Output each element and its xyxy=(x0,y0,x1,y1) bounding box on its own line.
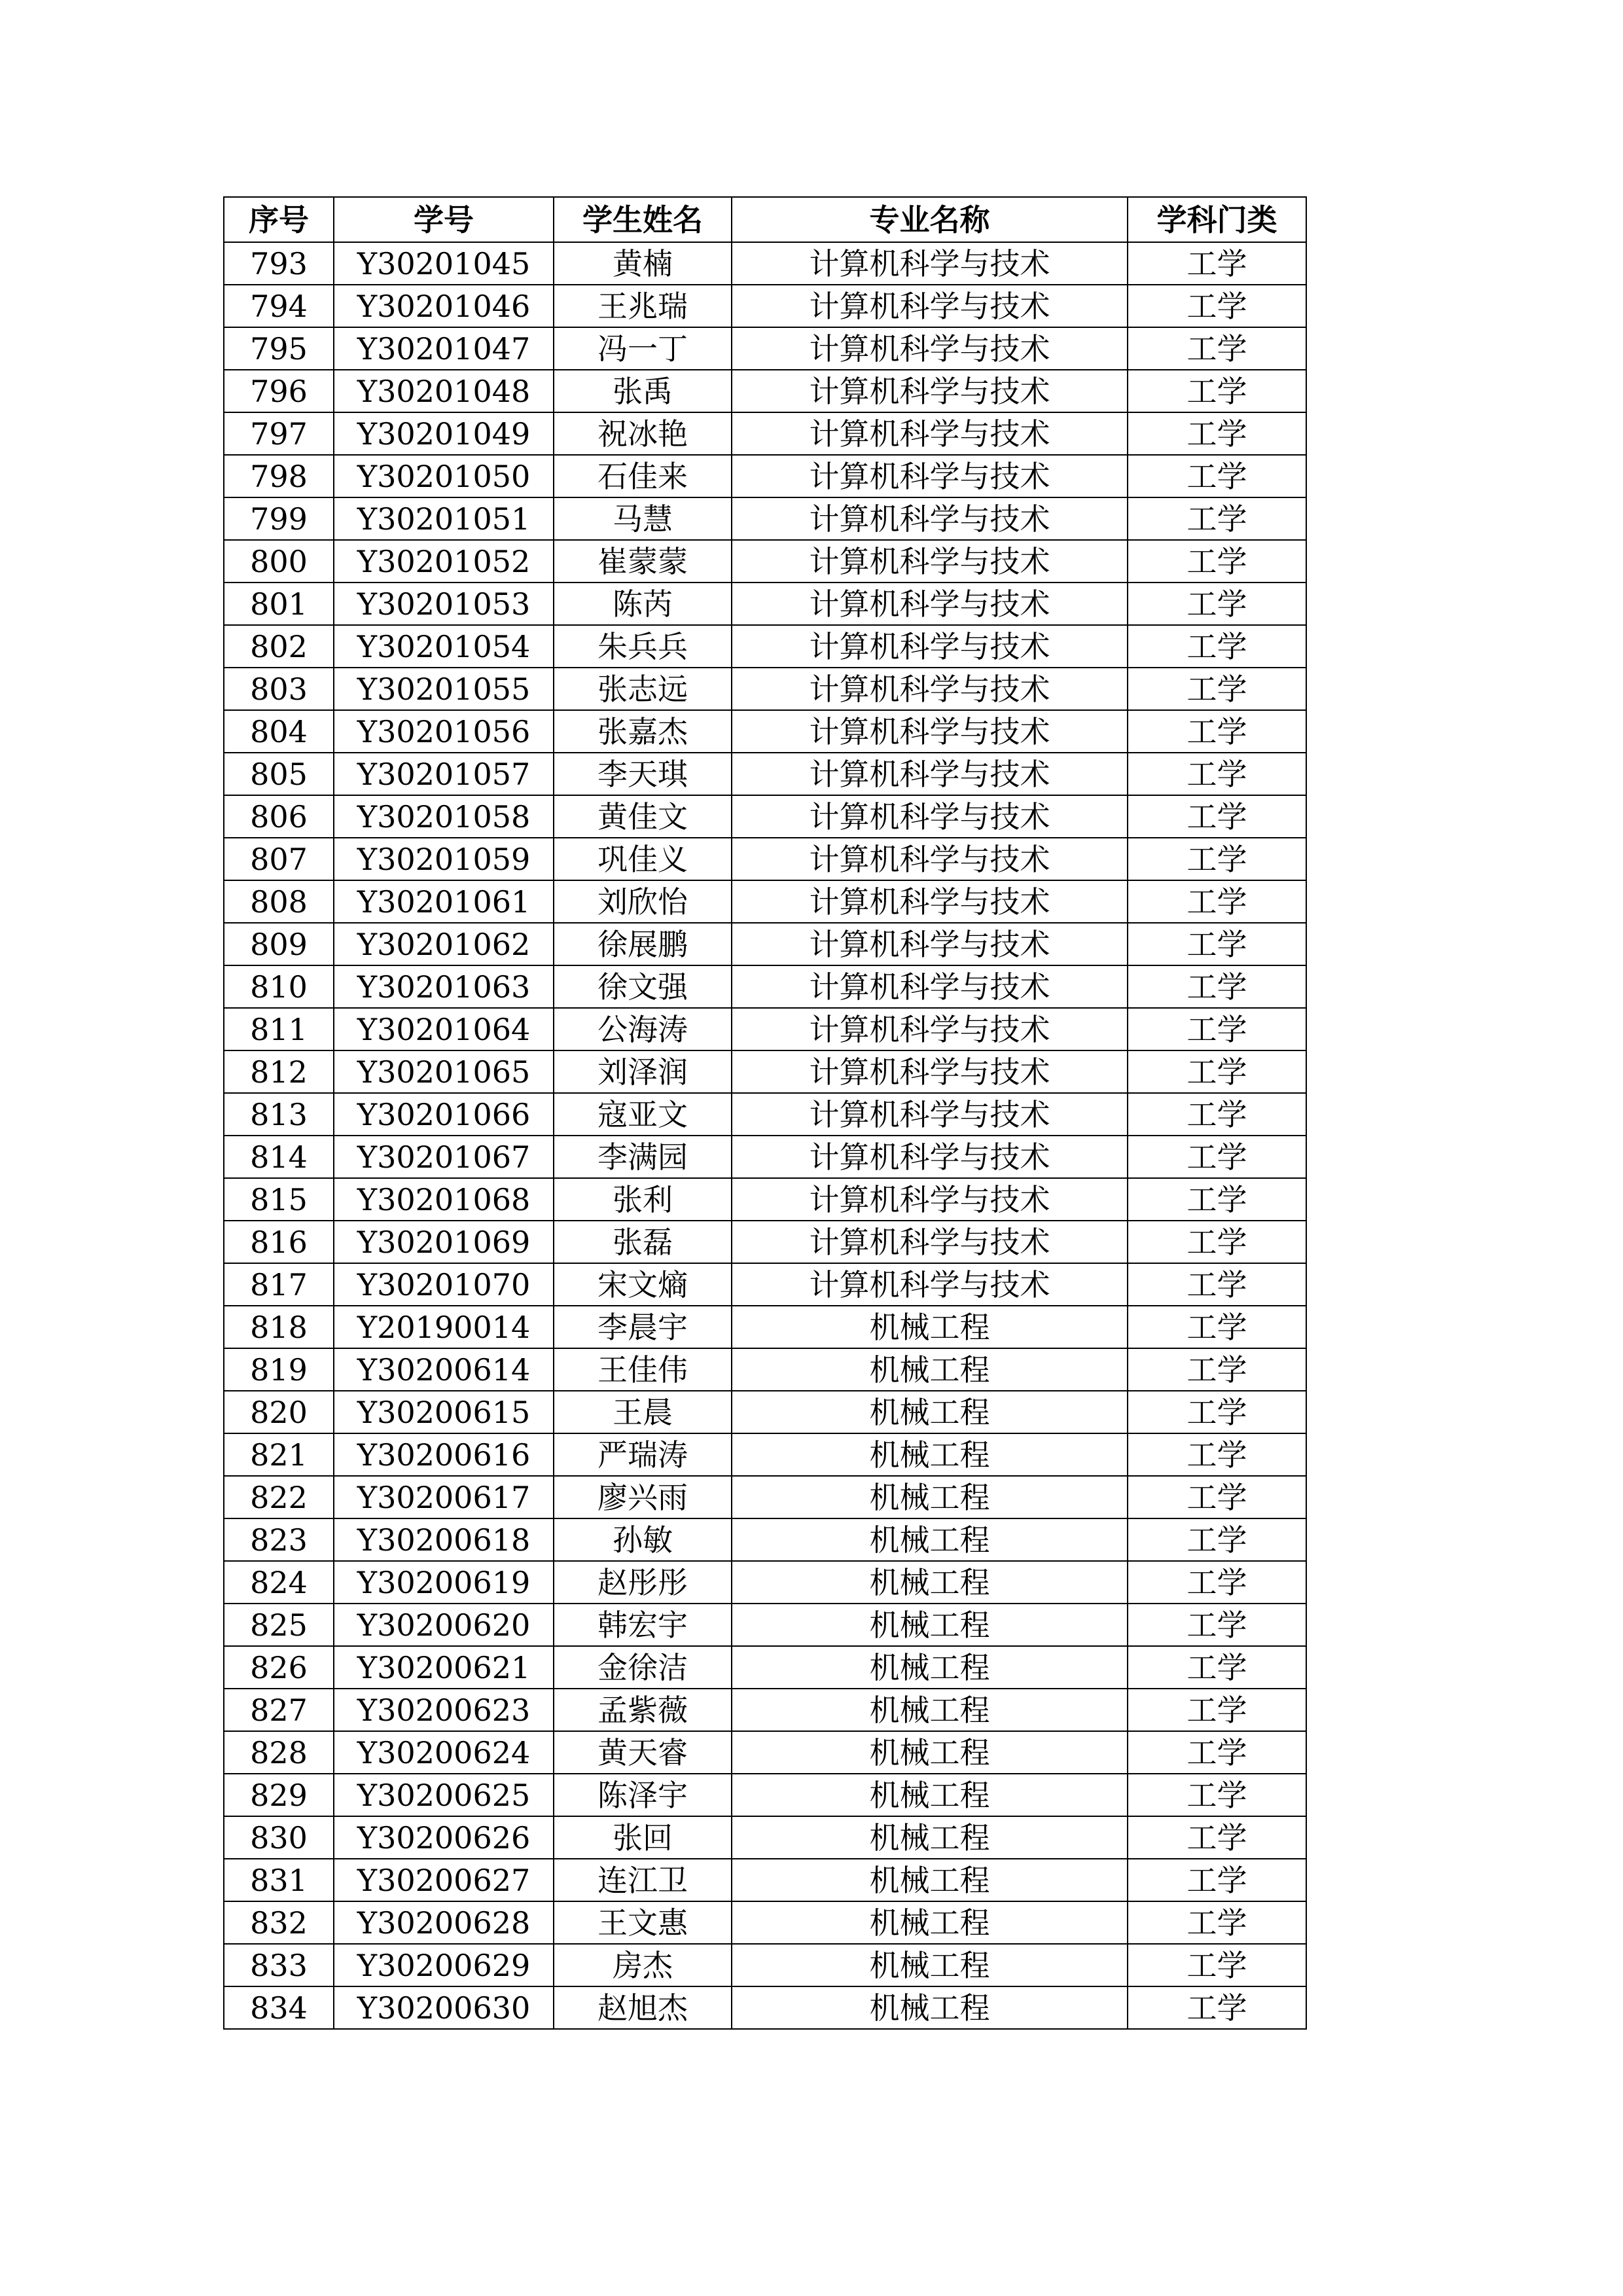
cell-discipline: 工学 xyxy=(1128,1306,1306,1348)
cell-student-id: Y30200626 xyxy=(334,1816,554,1859)
table-row xyxy=(224,1731,1306,1774)
cell-discipline: 工学 xyxy=(1128,242,1306,285)
cell-discipline: 工学 xyxy=(1128,583,1306,625)
cell-major: 机械工程 xyxy=(732,1518,1128,1561)
cell-major: 计算机科学与技术 xyxy=(732,412,1128,455)
cell-index: 800 xyxy=(224,540,334,583)
cell-student-name: 王兆瑞 xyxy=(554,285,732,327)
cell-index: 817 xyxy=(224,1263,334,1306)
cell-major: 计算机科学与技术 xyxy=(732,795,1128,838)
cell-student-id: Y30201058 xyxy=(334,795,554,838)
cell-discipline: 工学 xyxy=(1128,1476,1306,1518)
cell-index: 831 xyxy=(224,1859,334,1901)
cell-index: 806 xyxy=(224,795,334,838)
cell-index: 804 xyxy=(224,710,334,753)
cell-index: 796 xyxy=(224,370,334,412)
cell-discipline: 工学 xyxy=(1128,795,1306,838)
cell-index: 801 xyxy=(224,583,334,625)
cell-index: 799 xyxy=(224,497,334,540)
cell-discipline: 工学 xyxy=(1128,1518,1306,1561)
cell-student-name: 刘欣怡 xyxy=(554,880,732,923)
cell-student-id: Y30200625 xyxy=(334,1774,554,1816)
cell-discipline: 工学 xyxy=(1128,1008,1306,1050)
cell-major: 计算机科学与技术 xyxy=(732,1221,1128,1263)
cell-discipline: 工学 xyxy=(1128,1944,1306,1986)
table-row xyxy=(224,880,1306,923)
cell-major: 计算机科学与技术 xyxy=(732,880,1128,923)
table-row xyxy=(224,455,1306,497)
cell-index: 829 xyxy=(224,1774,334,1816)
cell-index: 832 xyxy=(224,1901,334,1944)
cell-index: 795 xyxy=(224,327,334,370)
cell-index: 794 xyxy=(224,285,334,327)
cell-student-name: 张志远 xyxy=(554,668,732,710)
cell-student-id: Y30201068 xyxy=(334,1178,554,1221)
cell-discipline: 工学 xyxy=(1128,1731,1306,1774)
cell-major: 机械工程 xyxy=(732,1901,1128,1944)
cell-student-id: Y30200627 xyxy=(334,1859,554,1901)
table-row xyxy=(224,965,1306,1008)
cell-student-name: 赵旭杰 xyxy=(554,1986,732,2029)
cell-index: 822 xyxy=(224,1476,334,1518)
cell-discipline: 工学 xyxy=(1128,1348,1306,1391)
cell-major: 计算机科学与技术 xyxy=(732,965,1128,1008)
cell-major: 机械工程 xyxy=(732,1476,1128,1518)
cell-student-name: 王佳伟 xyxy=(554,1348,732,1391)
cell-student-id: Y30201069 xyxy=(334,1221,554,1263)
cell-index: 819 xyxy=(224,1348,334,1391)
table-row xyxy=(224,1178,1306,1221)
cell-student-name: 巩佳义 xyxy=(554,838,732,880)
cell-major: 机械工程 xyxy=(732,1859,1128,1901)
cell-major: 机械工程 xyxy=(732,1348,1128,1391)
cell-discipline: 工学 xyxy=(1128,1221,1306,1263)
cell-major: 机械工程 xyxy=(732,1944,1128,1986)
cell-student-name: 李晨宇 xyxy=(554,1306,732,1348)
cell-index: 798 xyxy=(224,455,334,497)
cell-discipline: 工学 xyxy=(1128,412,1306,455)
cell-discipline: 工学 xyxy=(1128,285,1306,327)
cell-student-name: 陈泽宇 xyxy=(554,1774,732,1816)
cell-student-id: Y30200618 xyxy=(334,1518,554,1561)
table-row xyxy=(224,1221,1306,1263)
cell-student-id: Y30201047 xyxy=(334,327,554,370)
cell-index: 809 xyxy=(224,923,334,965)
table-row xyxy=(224,1093,1306,1136)
table-row xyxy=(224,285,1306,327)
cell-index: 830 xyxy=(224,1816,334,1859)
cell-major: 机械工程 xyxy=(732,1391,1128,1433)
cell-student-name: 李天琪 xyxy=(554,753,732,795)
cell-index: 805 xyxy=(224,753,334,795)
cell-student-name: 冯一丁 xyxy=(554,327,732,370)
table-row xyxy=(224,1944,1306,1986)
cell-student-name: 张嘉杰 xyxy=(554,710,732,753)
cell-student-id: Y30201057 xyxy=(334,753,554,795)
cell-discipline: 工学 xyxy=(1128,923,1306,965)
header-major: 专业名称 xyxy=(732,197,1128,242)
cell-student-name: 赵彤彤 xyxy=(554,1561,732,1604)
cell-student-name: 徐文强 xyxy=(554,965,732,1008)
cell-index: 811 xyxy=(224,1008,334,1050)
cell-discipline: 工学 xyxy=(1128,1646,1306,1689)
cell-index: 810 xyxy=(224,965,334,1008)
cell-major: 计算机科学与技术 xyxy=(732,455,1128,497)
cell-major: 计算机科学与技术 xyxy=(732,753,1128,795)
cell-discipline: 工学 xyxy=(1128,710,1306,753)
cell-index: 820 xyxy=(224,1391,334,1433)
table-row xyxy=(224,1136,1306,1178)
cell-student-id: Y30201059 xyxy=(334,838,554,880)
cell-discipline: 工学 xyxy=(1128,965,1306,1008)
cell-student-id: Y30201056 xyxy=(334,710,554,753)
cell-index: 833 xyxy=(224,1944,334,1986)
cell-discipline: 工学 xyxy=(1128,1604,1306,1646)
cell-student-name: 张禹 xyxy=(554,370,732,412)
cell-student-id: Y30201070 xyxy=(334,1263,554,1306)
cell-index: 823 xyxy=(224,1518,334,1561)
cell-student-name: 石佳来 xyxy=(554,455,732,497)
cell-student-id: Y30201051 xyxy=(334,497,554,540)
cell-major: 计算机科学与技术 xyxy=(732,838,1128,880)
header-student-id: 学号 xyxy=(334,197,554,242)
cell-index: 816 xyxy=(224,1221,334,1263)
cell-student-id: Y30201045 xyxy=(334,242,554,285)
cell-major: 计算机科学与技术 xyxy=(732,1263,1128,1306)
cell-student-name: 寇亚文 xyxy=(554,1093,732,1136)
cell-student-name: 李满园 xyxy=(554,1136,732,1178)
cell-major: 计算机科学与技术 xyxy=(732,540,1128,583)
cell-index: 814 xyxy=(224,1136,334,1178)
table-row xyxy=(224,1306,1306,1348)
cell-student-name: 房杰 xyxy=(554,1944,732,1986)
cell-major: 机械工程 xyxy=(732,1646,1128,1689)
cell-index: 797 xyxy=(224,412,334,455)
table-row xyxy=(224,497,1306,540)
cell-student-name: 韩宏宇 xyxy=(554,1604,732,1646)
cell-student-name: 徐展鹏 xyxy=(554,923,732,965)
cell-major: 机械工程 xyxy=(732,1816,1128,1859)
cell-index: 802 xyxy=(224,625,334,668)
cell-major: 机械工程 xyxy=(732,1561,1128,1604)
cell-major: 计算机科学与技术 xyxy=(732,327,1128,370)
cell-student-name: 黄楠 xyxy=(554,242,732,285)
table-row xyxy=(224,1816,1306,1859)
table-row xyxy=(224,1433,1306,1476)
cell-student-id: Y30201067 xyxy=(334,1136,554,1178)
header-student-name: 学生姓名 xyxy=(554,197,732,242)
header-index: 序号 xyxy=(224,197,334,242)
cell-discipline: 工学 xyxy=(1128,1136,1306,1178)
table-row xyxy=(224,1901,1306,1944)
table-row xyxy=(224,795,1306,838)
cell-index: 807 xyxy=(224,838,334,880)
table-row xyxy=(224,1859,1306,1901)
cell-index: 834 xyxy=(224,1986,334,2029)
cell-index: 828 xyxy=(224,1731,334,1774)
cell-major: 计算机科学与技术 xyxy=(732,285,1128,327)
cell-student-name: 崔蒙蒙 xyxy=(554,540,732,583)
cell-major: 计算机科学与技术 xyxy=(732,583,1128,625)
cell-index: 825 xyxy=(224,1604,334,1646)
cell-discipline: 工学 xyxy=(1128,455,1306,497)
cell-student-name: 朱兵兵 xyxy=(554,625,732,668)
cell-student-name: 王文惠 xyxy=(554,1901,732,1944)
cell-discipline: 工学 xyxy=(1128,753,1306,795)
table-row xyxy=(224,1689,1306,1731)
cell-student-id: Y30200617 xyxy=(334,1476,554,1518)
cell-student-id: Y30200616 xyxy=(334,1433,554,1476)
cell-discipline: 工学 xyxy=(1128,327,1306,370)
cell-student-name: 刘泽润 xyxy=(554,1050,732,1093)
table-row xyxy=(224,1518,1306,1561)
cell-major: 计算机科学与技术 xyxy=(732,242,1128,285)
cell-student-name: 孙敏 xyxy=(554,1518,732,1561)
cell-discipline: 工学 xyxy=(1128,1859,1306,1901)
cell-major: 计算机科学与技术 xyxy=(732,668,1128,710)
cell-major: 机械工程 xyxy=(732,1689,1128,1731)
cell-major: 计算机科学与技术 xyxy=(732,1136,1128,1178)
table-row xyxy=(224,1774,1306,1816)
cell-student-id: Y30201066 xyxy=(334,1093,554,1136)
cell-index: 793 xyxy=(224,242,334,285)
cell-major: 计算机科学与技术 xyxy=(732,1093,1128,1136)
cell-student-name: 张磊 xyxy=(554,1221,732,1263)
cell-discipline: 工学 xyxy=(1128,1561,1306,1604)
cell-discipline: 工学 xyxy=(1128,540,1306,583)
cell-discipline: 工学 xyxy=(1128,838,1306,880)
cell-major: 计算机科学与技术 xyxy=(732,710,1128,753)
cell-discipline: 工学 xyxy=(1128,1391,1306,1433)
table-header-row xyxy=(224,197,1306,242)
cell-major: 机械工程 xyxy=(732,1731,1128,1774)
cell-discipline: 工学 xyxy=(1128,1816,1306,1859)
cell-index: 815 xyxy=(224,1178,334,1221)
table-row xyxy=(224,540,1306,583)
cell-student-id: Y30200629 xyxy=(334,1944,554,1986)
table-row xyxy=(224,1561,1306,1604)
cell-major: 计算机科学与技术 xyxy=(732,1050,1128,1093)
cell-student-id: Y20190014 xyxy=(334,1306,554,1348)
cell-student-name: 王晨 xyxy=(554,1391,732,1433)
cell-student-id: Y30201062 xyxy=(334,923,554,965)
cell-discipline: 工学 xyxy=(1128,1178,1306,1221)
table-row xyxy=(224,1050,1306,1093)
cell-student-id: Y30201054 xyxy=(334,625,554,668)
table-row xyxy=(224,625,1306,668)
cell-student-name: 连江卫 xyxy=(554,1859,732,1901)
table-row xyxy=(224,1263,1306,1306)
cell-student-name: 廖兴雨 xyxy=(554,1476,732,1518)
cell-student-id: Y30200628 xyxy=(334,1901,554,1944)
cell-discipline: 工学 xyxy=(1128,1433,1306,1476)
cell-major: 计算机科学与技术 xyxy=(732,1008,1128,1050)
cell-student-name: 张利 xyxy=(554,1178,732,1221)
table-body xyxy=(224,242,1306,2029)
cell-index: 803 xyxy=(224,668,334,710)
table-row xyxy=(224,923,1306,965)
cell-discipline: 工学 xyxy=(1128,1093,1306,1136)
header-discipline: 学科门类 xyxy=(1128,197,1306,242)
cell-discipline: 工学 xyxy=(1128,625,1306,668)
table-row xyxy=(224,327,1306,370)
cell-student-name: 黄天睿 xyxy=(554,1731,732,1774)
table-row xyxy=(224,710,1306,753)
cell-discipline: 工学 xyxy=(1128,880,1306,923)
cell-index: 813 xyxy=(224,1093,334,1136)
table-row xyxy=(224,1008,1306,1050)
cell-major: 机械工程 xyxy=(732,1604,1128,1646)
cell-student-id: Y30201065 xyxy=(334,1050,554,1093)
table-row xyxy=(224,838,1306,880)
cell-student-id: Y30200623 xyxy=(334,1689,554,1731)
cell-index: 808 xyxy=(224,880,334,923)
cell-student-id: Y30201055 xyxy=(334,668,554,710)
cell-student-id: Y30201049 xyxy=(334,412,554,455)
cell-student-id: Y30201048 xyxy=(334,370,554,412)
cell-student-name: 陈芮 xyxy=(554,583,732,625)
table-row xyxy=(224,242,1306,285)
cell-discipline: 工学 xyxy=(1128,370,1306,412)
cell-index: 824 xyxy=(224,1561,334,1604)
cell-discipline: 工学 xyxy=(1128,1050,1306,1093)
cell-index: 821 xyxy=(224,1433,334,1476)
cell-index: 826 xyxy=(224,1646,334,1689)
table-row xyxy=(224,1604,1306,1646)
cell-student-id: Y30201050 xyxy=(334,455,554,497)
cell-discipline: 工学 xyxy=(1128,1774,1306,1816)
cell-student-id: Y30200620 xyxy=(334,1604,554,1646)
cell-student-name: 金徐洁 xyxy=(554,1646,732,1689)
cell-major: 计算机科学与技术 xyxy=(732,370,1128,412)
table-row xyxy=(224,1646,1306,1689)
cell-major: 计算机科学与技术 xyxy=(732,1178,1128,1221)
table-row xyxy=(224,1348,1306,1391)
cell-student-name: 公海涛 xyxy=(554,1008,732,1050)
table-row xyxy=(224,412,1306,455)
cell-student-id: Y30201063 xyxy=(334,965,554,1008)
cell-major: 机械工程 xyxy=(732,1306,1128,1348)
cell-student-name: 马慧 xyxy=(554,497,732,540)
table-row xyxy=(224,668,1306,710)
cell-student-name: 黄佳文 xyxy=(554,795,732,838)
cell-discipline: 工学 xyxy=(1128,1689,1306,1731)
cell-student-name: 宋文熵 xyxy=(554,1263,732,1306)
cell-major: 机械工程 xyxy=(732,1433,1128,1476)
table-row xyxy=(224,753,1306,795)
cell-student-id: Y30201061 xyxy=(334,880,554,923)
cell-discipline: 工学 xyxy=(1128,1901,1306,1944)
table-row xyxy=(224,583,1306,625)
cell-major: 机械工程 xyxy=(732,1774,1128,1816)
cell-index: 812 xyxy=(224,1050,334,1093)
cell-student-id: Y30200614 xyxy=(334,1348,554,1391)
cell-student-id: Y30200630 xyxy=(334,1986,554,2029)
cell-index: 818 xyxy=(224,1306,334,1348)
cell-discipline: 工学 xyxy=(1128,497,1306,540)
cell-major: 机械工程 xyxy=(732,1986,1128,2029)
cell-student-id: Y30201064 xyxy=(334,1008,554,1050)
cell-student-id: Y30200624 xyxy=(334,1731,554,1774)
cell-student-id: Y30200619 xyxy=(334,1561,554,1604)
cell-student-name: 张回 xyxy=(554,1816,732,1859)
cell-student-id: Y30200615 xyxy=(334,1391,554,1433)
cell-discipline: 工学 xyxy=(1128,1986,1306,2029)
table-row xyxy=(224,1391,1306,1433)
cell-major: 计算机科学与技术 xyxy=(732,497,1128,540)
cell-student-name: 祝冰艳 xyxy=(554,412,732,455)
cell-student-name: 严瑞涛 xyxy=(554,1433,732,1476)
table-row xyxy=(224,370,1306,412)
cell-major: 计算机科学与技术 xyxy=(732,625,1128,668)
student-roster-table xyxy=(223,196,1307,2030)
cell-student-id: Y30200621 xyxy=(334,1646,554,1689)
cell-discipline: 工学 xyxy=(1128,1263,1306,1306)
cell-student-name: 孟紫薇 xyxy=(554,1689,732,1731)
cell-student-id: Y30201046 xyxy=(334,285,554,327)
cell-index: 827 xyxy=(224,1689,334,1731)
cell-discipline: 工学 xyxy=(1128,668,1306,710)
cell-major: 计算机科学与技术 xyxy=(732,923,1128,965)
table-row xyxy=(224,1476,1306,1518)
cell-student-id: Y30201052 xyxy=(334,540,554,583)
cell-student-id: Y30201053 xyxy=(334,583,554,625)
table-row xyxy=(224,1986,1306,2029)
